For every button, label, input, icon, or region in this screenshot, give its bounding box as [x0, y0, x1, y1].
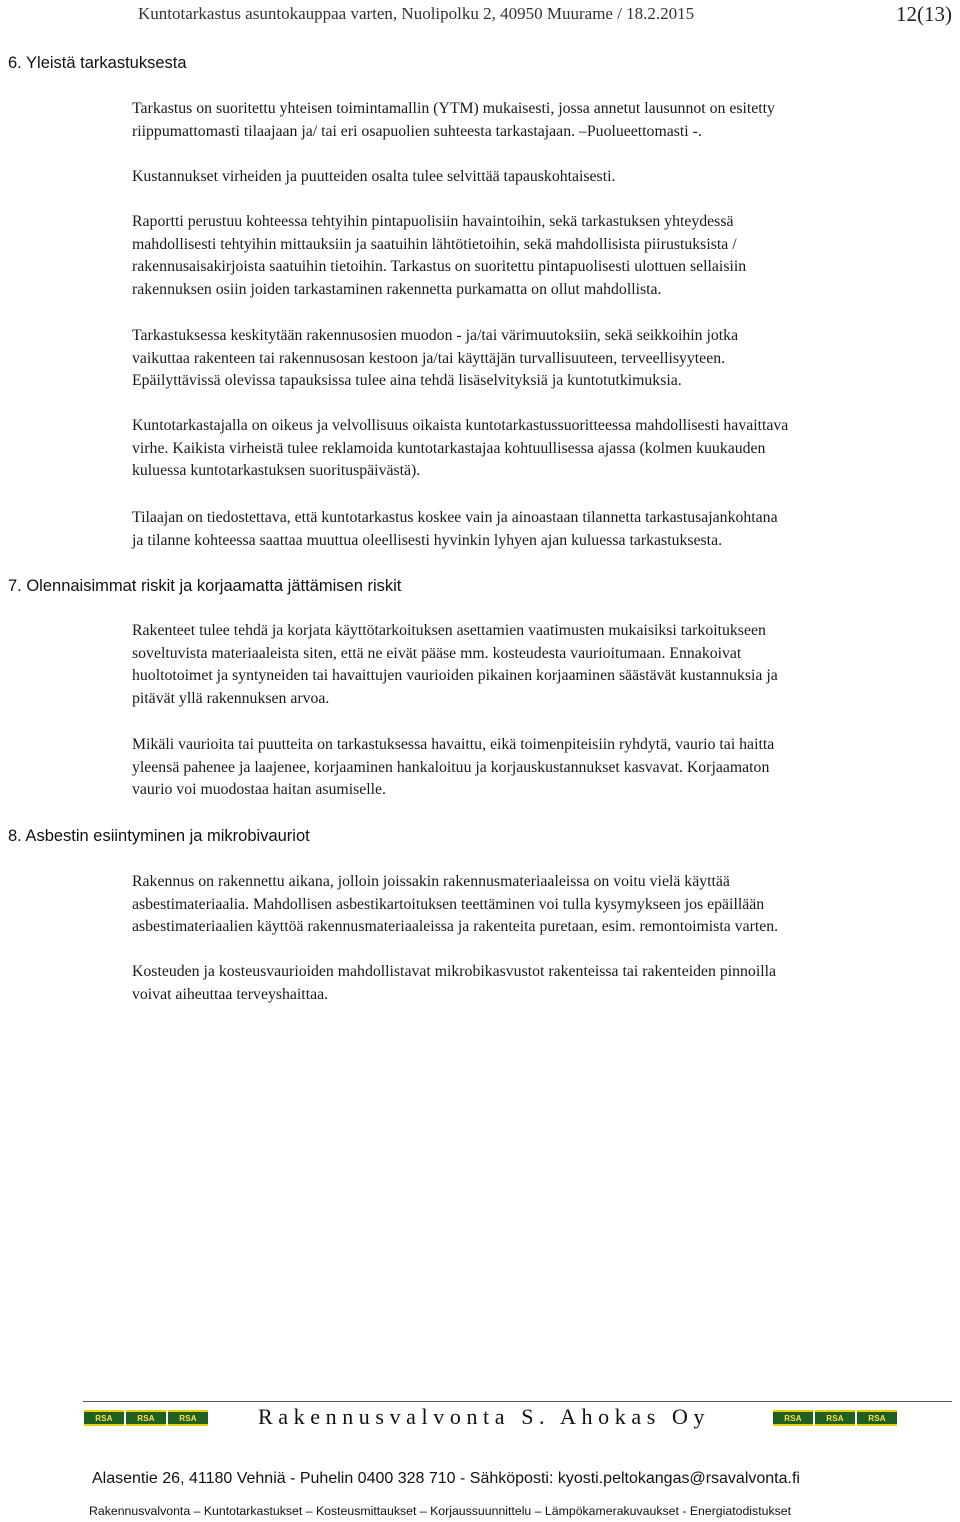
paragraph-line: soveltuvista materiaaleista siten, että ne eivät pääse mm. kosteudesta vaurioitumaan. Ennakoivat	[132, 644, 742, 662]
paragraph-line: voivat aiheuttaa terveyshaittaa.	[132, 985, 329, 1003]
paragraph-line: mahdollisesti tehtyihin mittauksiin ja saatuihin lähtötietoihin, sekä mahdollisista piirustuksista /	[132, 235, 737, 253]
paragraph-line: virhe. Kaikista virheistä tulee reklamoida kuntotarkastajaa kohtuullisessa ajassa (kolmen kuukauden	[132, 439, 766, 457]
paragraph-line: kuluessa kuntotarkastuksen suorituspäivästä).	[132, 462, 421, 480]
section-heading-general-inspection: 6. Yleistä tarkastuksesta	[8, 54, 187, 72]
paragraph	[132, 415, 956, 483]
paragraph-line: Tarkastus on suoritettu yhteisen toimintamallin (YTM) mukaisesti, jossa annetut lausunnot on esitetty	[132, 100, 775, 117]
document-header-title: Kuntotarkastus asuntokauppaa varten, Nuolipolku 2, 40950 Muurame / 18.2.2015	[138, 4, 695, 23]
paragraph-line: asbestimateriaalia. Mahdollisen asbestikartoituksen teettäminen voi tulla kysymykseen jos epäillään	[132, 895, 765, 913]
paragraph	[132, 507, 956, 552]
paragraph-line: vaikuttaa rakenteen tai rakennusosan kestoon ja/tai käyttäjän turvallisuuteen, terveellisyyteen.	[132, 349, 726, 367]
paragraph	[132, 871, 956, 939]
paragraph-line: yleensä pahenee ja laajenee, korjaaminen hankaloituu ja korjauskustannukset kasvavat. Korjaamaton	[132, 758, 770, 776]
page-number: 12(13)	[896, 2, 952, 26]
footer-divider	[83, 1401, 952, 1402]
paragraph-line: riippumattomasti tilaajaan ja/ tai eri osapuolien suhteesta tarkastajaan. –Puolueettomasti -.	[132, 122, 702, 140]
rsa-logo-box: RSA	[84, 1410, 124, 1426]
paragraph-line: Raportti perustuu kohteessa tehtyihin pintapuolisiin havaintoihin, sekä tarkastuksen yhteydessä	[132, 213, 734, 230]
paragraph-line: Tarkastuksessa keskitytään rakennusosien muodon - ja/tai värimuutoksiin, sekä seikkoihin jotka	[132, 327, 739, 344]
paragraph-line: Rakennus on rakennettu aikana, jolloin joissakin rakennusmateriaaleissa on voitu vielä käyttää	[132, 873, 730, 890]
company-name: Rakennusvalvonta S. Ahokas Oy	[258, 1404, 711, 1429]
paragraph	[132, 620, 956, 710]
rsa-logo-box: RSA	[168, 1410, 208, 1426]
paragraph-line: Kosteuden ja kosteusvaurioiden mahdollistavat mikrobikasvustot rakenteissa tai rakenteiden pinnoilla	[132, 963, 777, 980]
footer-services-list: Rakennusvalvonta – Kuntotarkastukset – Kosteusmittaukset – Korjaussuunnittelu – Lämpökamerakuvaukset - Energiatodistukset	[89, 1504, 791, 1518]
rsa-logo-box: RSA	[773, 1410, 813, 1426]
company-logo-left	[84, 1410, 208, 1424]
paragraph-line: rakennusaisakirjoista saatuihin tietoihin. Tarkastus on suoritettu pintapuolisesti ulottuen sellaisiin	[132, 258, 747, 276]
paragraph-line: Rakenteet tulee tehdä ja korjata käyttötarkoituksen asettamien vaatimusten mukaisiksi tarkoitukseen	[132, 622, 766, 639]
paragraph-line: Kustannukset virheiden ja puutteiden osalta tulee selvittää tapauskohtaisesti.	[132, 168, 616, 185]
section-heading-risks: 7. Olennaisimmat riskit ja korjaamatta jättämisen riskit	[8, 577, 402, 595]
paragraph-line: rakennuksen osiin joiden tarkastaminen rakennetta purkamatta on ollut mahdollista.	[132, 280, 662, 298]
paragraph-line: ja tilanne kohteessa saattaa muuttua oleellisesti hyvinkin lyhyen ajan kuluessa tarkastuksesta.	[132, 531, 723, 549]
paragraph-line: Kuntotarkastajalla on oikeus ja velvollisuus oikaista kuntotarkastussuoritteessa mahdollisesti havaittava	[132, 417, 789, 434]
paragraph-line: huoltotoimet ja syntyneiden tai havaittujen vaurioiden pikainen korjaaminen säästävät kustannuksia ja	[132, 667, 778, 685]
paragraph-line: asbestimateriaalien käyttöä rakennusmateriaaleissa ja rakenteita puretaan, esim. remontoimista varten.	[132, 918, 779, 936]
paragraph	[132, 211, 956, 301]
footer-contact-address: Alasentie 26, 41180 Vehniä - Puhelin 0400 328 710 - Sähköposti: kyosti.peltokangas@rsavalvonta.fi	[92, 1470, 800, 1487]
section-heading-asbestos: 8. Asbestin esiintyminen ja mikrobivauriot	[8, 827, 310, 845]
paragraph	[132, 325, 956, 393]
paragraph	[132, 734, 956, 802]
rsa-logo-box: RSA	[815, 1410, 855, 1426]
rsa-logo-box: RSA	[857, 1410, 897, 1426]
paragraph-line: vaurio voi muodostaa haitan asumiselle.	[132, 781, 387, 799]
rsa-logo-box: RSA	[126, 1410, 166, 1426]
paragraph	[132, 166, 956, 189]
paragraph	[132, 98, 956, 143]
paragraph-line: pitävät yllä rakennuksen arvoa.	[132, 689, 330, 707]
paragraph-line: Epäilyttävissä olevissa tapauksissa tulee aina tehdä lisäselvityksiä ja kuntotutkimuksia.	[132, 372, 682, 390]
company-logo-right	[773, 1410, 897, 1424]
paragraph-line: Mikäli vaurioita tai puutteita on tarkastuksessa havaittu, eikä toimenpiteisiin ryhdytä, vaurio tai haitta	[132, 736, 775, 753]
paragraph	[132, 961, 956, 1006]
paragraph-line: Tilaajan on tiedostettava, että kuntotarkastus koskee vain ja ainoastaan tilannetta tarkastusajankohtana	[132, 509, 778, 526]
